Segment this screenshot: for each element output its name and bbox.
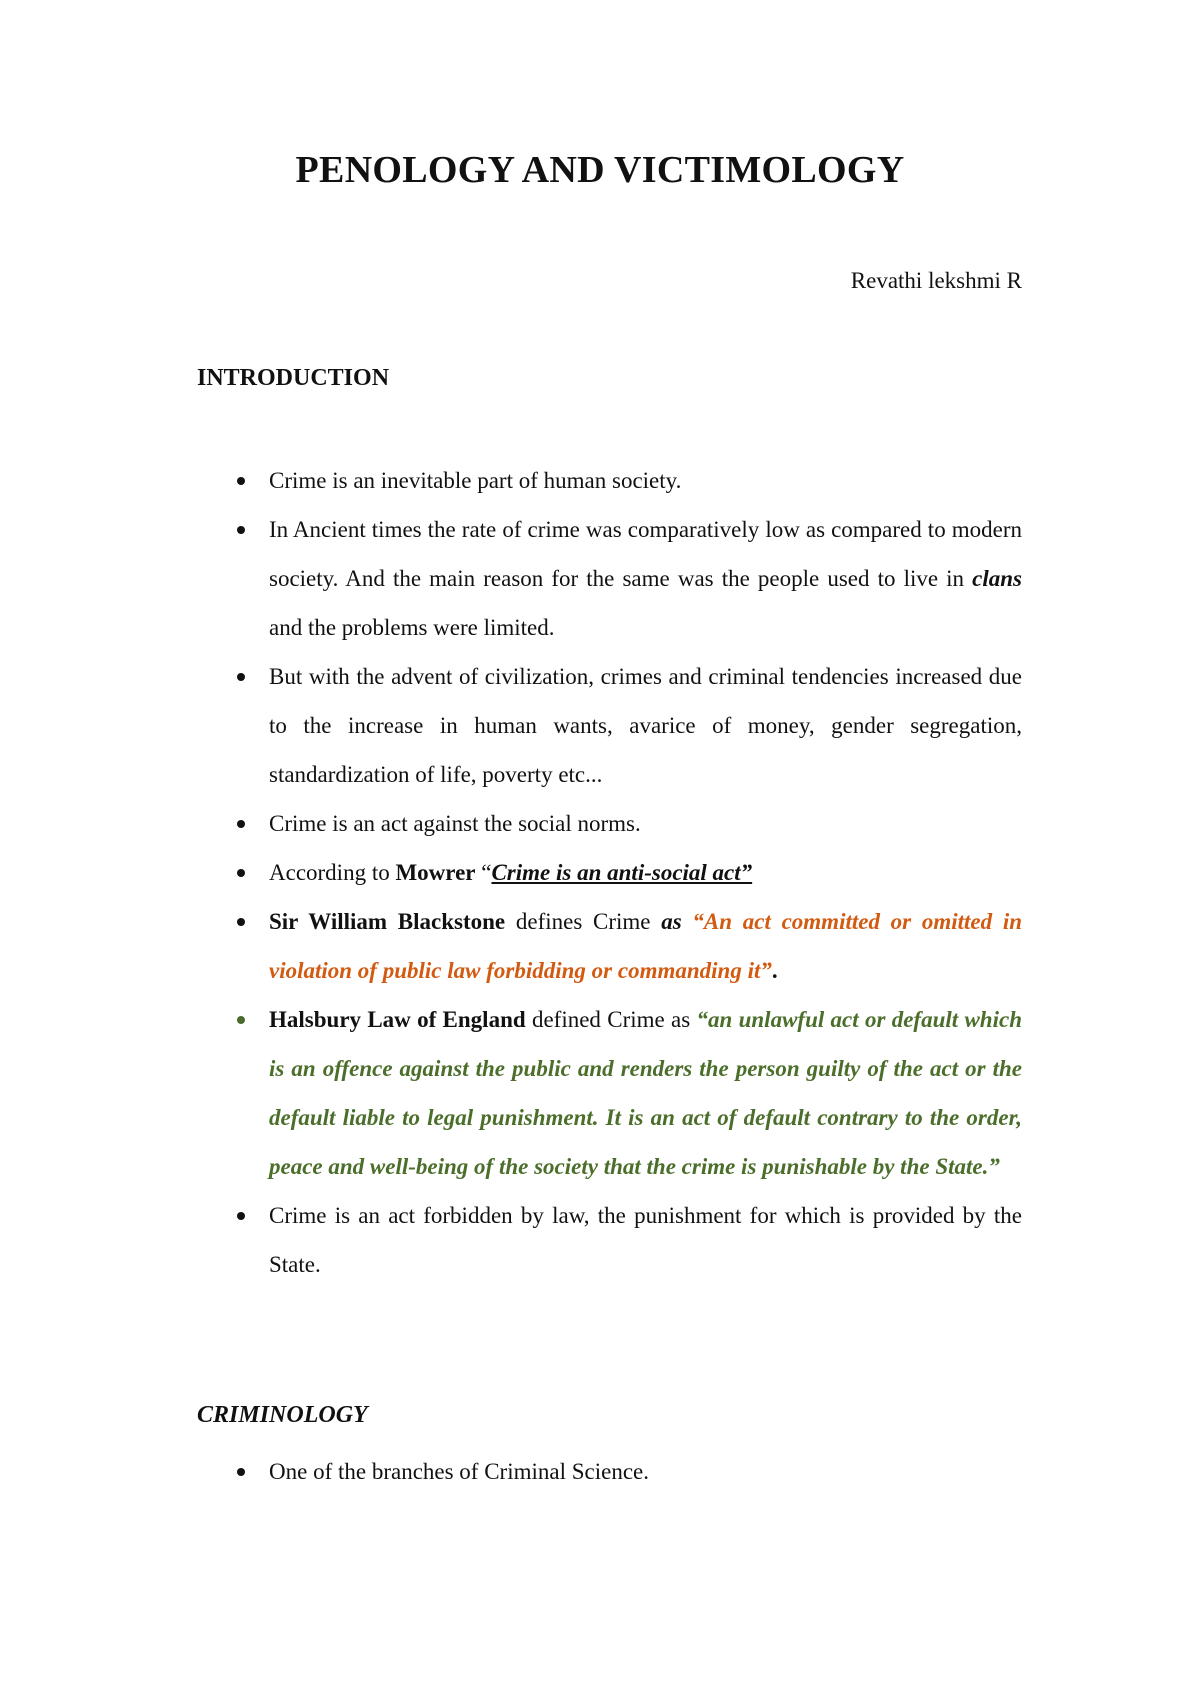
list-item <box>197 1447 1022 1496</box>
author-name: Revathi lekshmi R <box>850 268 1022 293</box>
bullet-icon <box>237 673 245 681</box>
quote-end: . <box>771 958 778 983</box>
bullet-text: Crime is an act against the social norms. <box>269 811 641 836</box>
bullet-text: and the problems were limited. <box>269 615 555 640</box>
bullet-icon <box>237 1212 245 1220</box>
bullet-icon <box>237 820 245 828</box>
list-item <box>197 456 1022 505</box>
blackstone-quote: “An act committed or omitted in violation of public law forbidding or commanding it” <box>269 909 1023 983</box>
quote-open: “ <box>475 860 492 885</box>
introduction-heading: INTRODUCTION <box>197 365 390 391</box>
emphasis-as: as <box>661 909 682 934</box>
list-item <box>197 848 1022 897</box>
list-item <box>197 799 1022 848</box>
emphasis-clans: clans <box>972 566 1022 591</box>
author-mowrer: Mowrer <box>395 860 476 885</box>
bullet-text: Crime is an act forbidden by law, the punishment for which is provided by the State. <box>269 1203 1022 1277</box>
list-item <box>197 897 1022 995</box>
bullet-text: One of the branches of Criminal Science. <box>269 1459 650 1484</box>
list-item <box>197 995 1022 1191</box>
author-blackstone: Sir William Blackstone <box>269 909 506 934</box>
bullet-text: According to <box>269 860 396 885</box>
bullet-icon <box>237 869 245 877</box>
list-item <box>197 652 1022 799</box>
bullet-icon <box>237 1468 245 1476</box>
list-item <box>197 505 1022 652</box>
document-title: PENOLOGY AND VICTIMOLOGY <box>295 149 905 191</box>
bullet-text: In Ancient times the rate of crime was comparatively low as compared to modern society. And the main reason for the same was the people used to live in <box>269 517 1022 591</box>
bullet-icon <box>237 526 245 534</box>
introduction-list <box>197 456 1022 1289</box>
bullet-text: defined Crime as <box>525 1007 697 1032</box>
criminology-list <box>197 1447 1022 1496</box>
criminology-heading: CRIMINOLOGY <box>197 1402 368 1428</box>
halsbury-quote: “an unlawful act or default which is an offence against the public and renders the person guilty of the act or the default liable to legal punishment. It is an act of default contrary to the order, peace and well-being of the society that the crime is punishable by the State.” <box>269 1007 1022 1179</box>
bullet-icon <box>237 918 245 926</box>
bullet-text: Crime is an inevitable part of human society. <box>269 468 682 493</box>
list-item <box>197 1191 1022 1289</box>
bullet-icon <box>237 477 245 485</box>
bullet-text: defines Crime <box>505 909 662 934</box>
author-halsbury: Halsbury Law of England <box>269 1007 526 1032</box>
bullet-icon <box>237 1016 245 1024</box>
mowrer-quote: Crime is an anti-social act” <box>491 860 753 885</box>
bullet-text: But with the advent of civilization, crimes and criminal tendencies increased due to the increase in human wants, avarice of money, gender segregation, standardization of life, poverty etc... <box>269 664 1022 787</box>
